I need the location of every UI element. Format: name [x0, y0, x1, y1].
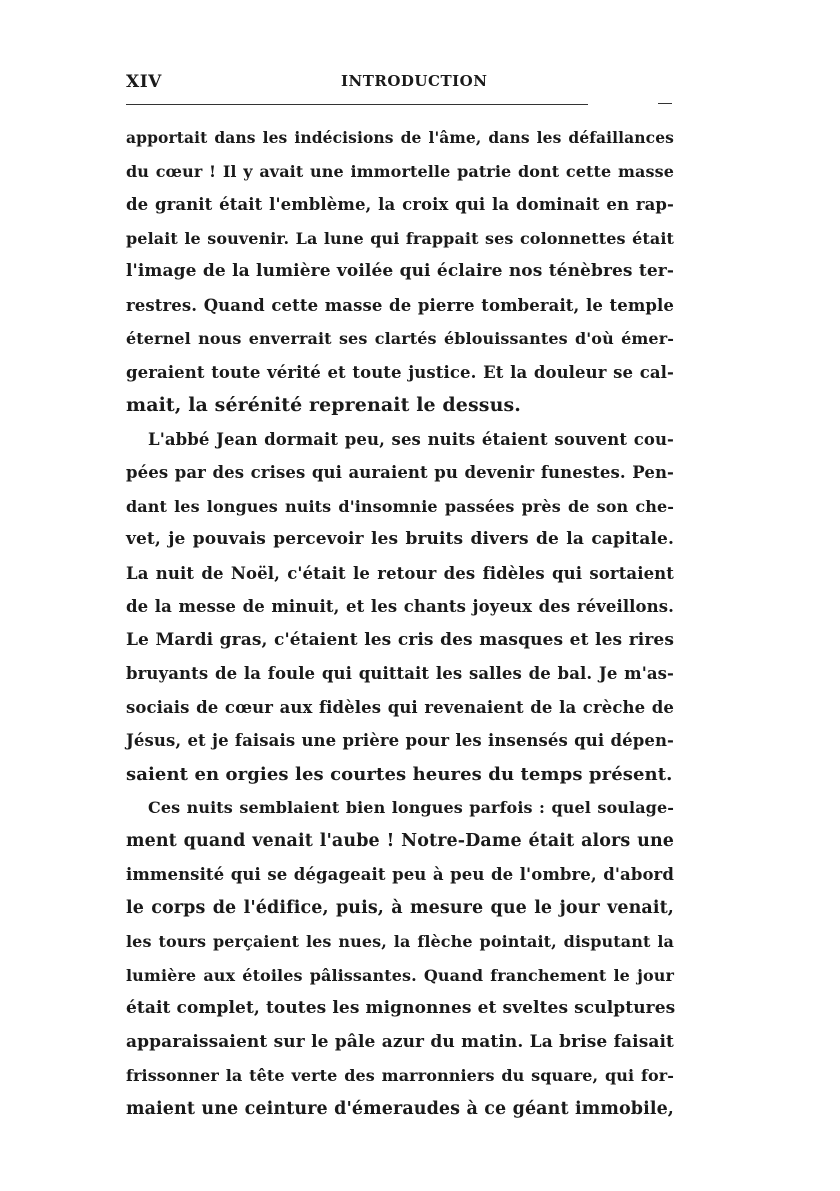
page-number: XIV	[126, 72, 162, 92]
text-line: éternel nous enverrait ses clartés éblouissantes d'où émer-	[126, 329, 674, 348]
text-line: ment quand venait l'aube ! Notre-Dame était alors une	[126, 830, 674, 851]
text-line: Le Mardi gras, c'étaient les cris des masques et les rires	[126, 629, 674, 650]
text-line: pées par des crises qui auraient pu devenir funestes. Pen-	[126, 463, 674, 482]
text-line: l'image de la lumière voilée qui éclaire nos ténèbres ter-	[126, 261, 674, 281]
header-rule	[126, 104, 588, 105]
text-line: frissonner la tête verte des marronniers du square, qui for-	[126, 1066, 674, 1085]
text-line: restres. Quand cette masse de pierre tomberait, le temple	[126, 295, 674, 315]
paragraph-2	[126, 423, 674, 792]
text-line: L'abbé Jean dormait peu, ses nuits étaient souvent cou-	[148, 429, 674, 449]
header-rule-tail	[658, 103, 672, 104]
text-line: les tours perçaient les nues, la flèche pointait, disputant la	[126, 932, 674, 951]
text-line: mait, la sérénité reprenait le dessus.	[126, 394, 522, 416]
body-text	[126, 121, 674, 1126]
running-head	[126, 72, 674, 96]
text-line: Jésus, et je faisais une prière pour les insensés qui dépen-	[126, 731, 674, 750]
text-line: le corps de l'édifice, puis, à mesure que le jour venait,	[126, 897, 674, 918]
text-line: vet, je pouvais percevoir les bruits divers de la capitale.	[126, 529, 674, 549]
text-line: maient une ceinture d'émeraudes à ce géant immobile,	[126, 1098, 674, 1119]
text-line: bruyants de la foule qui quittait les salles de bal. Je m'as-	[126, 664, 674, 683]
text-line: immensité qui se dégageait peu à peu de l'ombre, d'abord	[126, 865, 674, 884]
text-line: Ces nuits semblaient bien longues parfois : quel soulage-	[148, 798, 674, 817]
text-line: de la messe de minuit, et les chants joyeux des réveillons.	[126, 597, 674, 616]
text-line: sociais de cœur aux fidèles qui revenaient de la crèche de	[126, 697, 674, 717]
chapter-title: INTRODUCTION	[341, 72, 488, 90]
text-line: La nuit de Noël, c'était le retour des fidèles qui sortaient	[126, 563, 674, 583]
text-line: lumière aux étoiles pâlissantes. Quand franchement le jour	[126, 965, 674, 985]
text-line: du cœur ! Il y avait une immortelle patrie dont cette masse	[126, 161, 674, 181]
text-line: de granit était l'emblème, la croix qui la dominait en rap-	[126, 195, 674, 214]
text-line: était complet, toutes les mignonnes et sveltes sculptures	[126, 998, 676, 1018]
text-line: apportait dans les indécisions de l'âme, dans les défaillances	[126, 128, 674, 147]
text-line: geraient toute vérité et toute justice. Et la douleur se cal-	[126, 362, 674, 382]
paragraph-3	[126, 791, 674, 1126]
text-line: pelait le souvenir. La lune qui frappait ses colonnettes était	[126, 228, 674, 248]
paragraph-1	[126, 121, 674, 423]
text-line: apparaissaient sur le pâle azur du matin. La brise faisait	[126, 1031, 674, 1052]
text-line: saient en orgies les courtes heures du temps présent.	[126, 763, 673, 785]
text-line: dant les longues nuits d'insomnie passées près de son che-	[126, 496, 674, 516]
